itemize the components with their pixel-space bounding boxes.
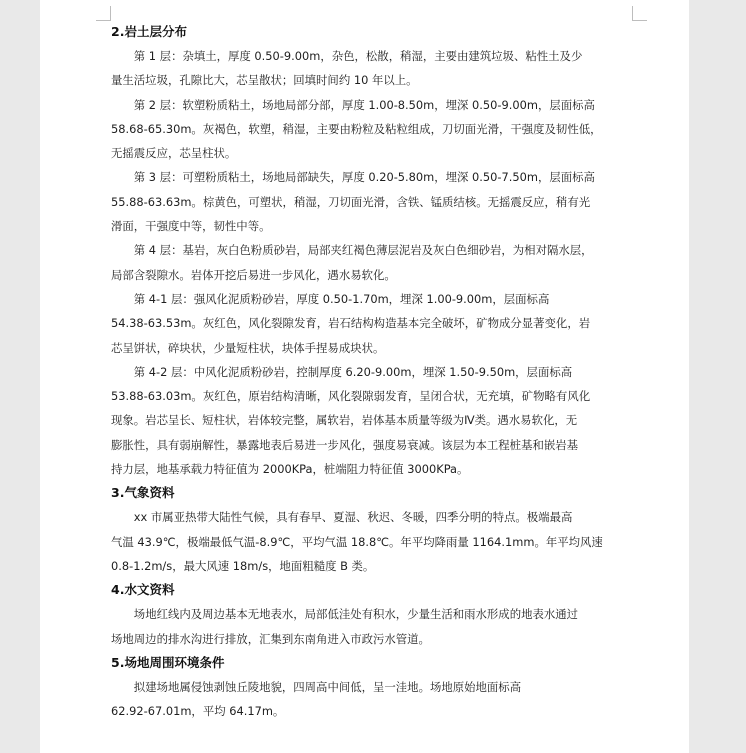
document-body[interactable]: [111, 20, 633, 723]
page-corner-mark-top-left: [96, 6, 111, 21]
paragraph-line: 第 4-2 层：中风化泥质粉砂岩，控制厚度 6.20-9.00m，埋深 1.50-9.50m，层面标高: [133, 364, 573, 379]
paragraph-line: 第 4 层：基岩，灰白色粉质砂岩，局部夹红褐色薄层泥岩及灰白色细砂岩，为相对隔水层，: [133, 243, 593, 258]
section-heading: 4.水文资料: [111, 582, 175, 598]
page-corner-mark-top-right: [632, 6, 647, 21]
paragraph-line: 第 4-1 层：强风化泥质粉砂岩，厚度 0.50-1.70m，埋深 1.00-9.00m，层面标高: [133, 291, 550, 306]
paragraph-line: 场地周边的排水沟进行排放，汇集到东南角进入市政污水管道。: [111, 631, 430, 646]
paragraph: [111, 360, 633, 481]
paragraph-line: 持力层，地基承载力特征值为 2000KPa，桩端阻力特征值 3000KPa。: [111, 462, 469, 477]
paragraph: [111, 44, 633, 93]
paragraph-line: 第 2 层：软塑粉质粘土，场地局部分部，厚度 1.00-8.50m，埋深 0.50-9.00m，层面标高: [133, 97, 595, 112]
paragraph: [111, 505, 633, 578]
paragraph-line: 53.88-63.03m。灰红色，原岩结构清晰，风化裂隙弱发育，呈闭合状，无充填，矿物略有风化: [111, 389, 591, 404]
paragraph-line: 58.68-65.30m。灰褐色，软塑，稍湿，主要由粉粒及粘粒组成，刀切面光滑，干强度及韧性低，: [111, 121, 602, 136]
section-heading: 2.岩土层分布: [111, 24, 187, 39]
paragraph-line: xx 市属亚热带大陆性气候，具有春早、夏湿、秋迟、冬暖，四季分明的特点。极端最高: [133, 510, 573, 525]
paragraph-line: 无摇震反应，芯呈柱状。: [111, 146, 237, 161]
section-heading: 3.气象资料: [111, 485, 175, 501]
document-page: [40, 0, 689, 753]
paragraph-line: 滑面，干强度中等，韧性中等。: [111, 219, 271, 234]
paragraph-line: 膨胀性，具有弱崩解性，暴露地表后易进一步风化，强度易衰减。该层为本工程桩基和嵌岩基: [111, 437, 579, 452]
paragraph: [111, 238, 633, 287]
paragraph-line: 第 1 层：杂填土，厚度 0.50-9.00m，杂色，松散，稍湿，主要由建筑垃圾、粘性土及少: [133, 49, 583, 63]
paragraph: [111, 93, 633, 166]
paragraph-line: 54.38-63.53m。灰红色，风化裂隙发育，岩石结构构造基本完全破坏，矿物成分显著变化，岩: [111, 316, 591, 331]
paragraph-line: 局部含裂隙水。岩体开挖后易进一步风化，遇水易软化。: [111, 267, 396, 282]
paragraph: [111, 602, 633, 651]
paragraph-line: 场地红线内及周边基本无地表水，局部低洼处有积水，少量生活和雨水形成的地表水通过: [133, 607, 579, 622]
paragraph: [111, 287, 633, 360]
paragraph-line: 量生活垃圾，孔隙比大，芯呈散状；回填时间约 10 年以上。: [111, 73, 418, 88]
paragraph: [111, 675, 633, 724]
paragraph-line: 55.88-63.63m。棕黄色，可塑状，稍湿，刀切面光滑，含铁、锰质结核。无摇震反应，稍有光: [111, 194, 591, 209]
paragraph-line: 气温 43.9℃，极端最低气温-8.9℃，平均气温 18.8℃。年平均降雨量 1164.1mm。年平均风速: [111, 534, 603, 549]
paragraph: [111, 165, 633, 238]
paragraph-line: 第 3 层：可塑粉质粘土，场地局部缺失，厚度 0.20-5.80m，埋深 0.50-7.50m，层面标高: [133, 170, 595, 185]
paragraph-line: 现象。岩芯呈长、短柱状，岩体较完整，属软岩，岩体基本质量等级为Ⅳ类。遇水易软化，无: [111, 413, 578, 428]
paragraph-line: 拟建场地属侵蚀剥蚀丘陵地貌，四周高中间低，呈一洼地。场地原始地面标高: [133, 679, 522, 694]
paragraph-line: 0.8-1.2m/s，最大风速 18m/s，地面粗糙度 B 类。: [111, 558, 375, 573]
paragraph-line: 芯呈饼状，碎块状，少量短柱状，块体手捏易成块状。: [111, 340, 385, 355]
paragraph-line: 62.92-67.01m，平均 64.17m。: [111, 704, 285, 719]
section-heading: 5.场地周围环境条件: [111, 654, 225, 670]
